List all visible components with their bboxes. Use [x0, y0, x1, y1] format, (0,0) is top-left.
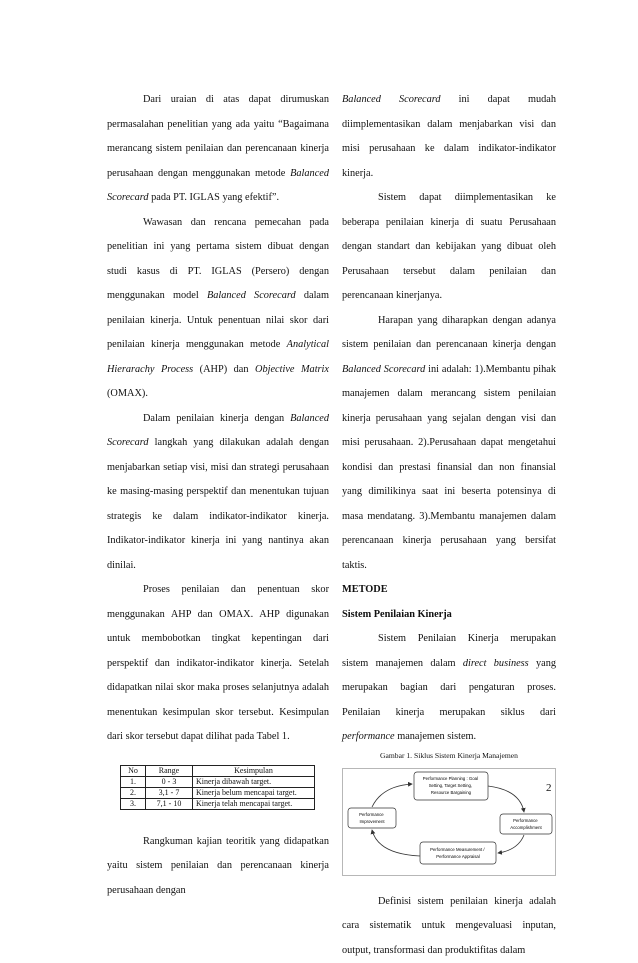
right-paragraph-1: Balanced Scorecard ini dapat mudah diimplementasikan dalam menjabarkan visi dan misi perusahaan ke dalam indikator-indikator kinerja. [342, 88, 556, 186]
table-row [121, 776, 315, 787]
arrow-to-measurement [498, 835, 524, 853]
table-cell: 0 - 3 [146, 776, 193, 787]
improvement-label: Performance Improvement [359, 812, 385, 824]
table-header-kesimpulan: Kesimpulan [193, 765, 315, 776]
table-cell: 1. [121, 776, 146, 787]
measurement-box [420, 842, 496, 864]
left-paragraph-1: Dari uraian di atas dapat dirumuskan permasalahan penelitian yang ada yaitu “Bagaimana merancang sistem penilaian dan perencanaan kinerja perusahaan dengan menggunakan metode Balanced Scorecard pada PT. IGLAS yang efektif”. [107, 88, 329, 211]
table-row [121, 798, 315, 809]
right-paragraph-5: Definisi sistem penilaian kinerja adalah cara sistematik untuk mengevaluasi inputan, output, transformasi dan produktifitas dalam [342, 890, 556, 963]
left-paragraph-3: Dalam penilaian kinerja dengan Balanced Scorecard langkah yang dilakukan adalah dengan menjabarkan setiap visi, misi dan strategi perusahaan ke masing-masing perspektif dan menentukan tujuan strategis ke dalam indikator-indikator kinerja. Indikator-indikator kinerja ini yang nantinya akan dinilai. [107, 407, 329, 579]
right-paragraph-2: Sistem dapat diimplementasikan ke beberapa penilaian kinerja di suatu Perusahaan dengan standart dan kebijakan yang dibuat oleh Perusahaan tersebut dalam penilaian dan perencanaan kinerjanya. [342, 186, 556, 309]
table-header-row [121, 765, 315, 776]
left-column [107, 88, 329, 903]
table-header-no: No [121, 765, 146, 776]
table-header-range: Range [146, 765, 193, 776]
right-paragraph-3: Harapan yang diharapkan dengan adanya sistem penilaian dan perencanaan kinerja dengan Balanced Scorecard ini adalah: 1).Membantu pihak manajemen dalam merancang sistem penilaian kinerja perusahaan yang sejalan dengan visi dan misi perusahaan. 2).Perusahaan dapat mengetahui kondisi dan prestasi finansial dan non finansial yang dimilikinya saat ini beserta potensinya di masa mendatang. 3).Membantu manajemen dalam perencanaan kinerja perusahaan yang bersifat taktis. [342, 309, 556, 579]
left-paragraph-5: Rangkuman kajian teoritik yang didapatkan yaitu sistem penilaian dan perencanaan kinerja perusahaan dengan [107, 830, 329, 904]
table-cell: Kinerja telah mencapai target. [193, 798, 315, 809]
performance-cycle-diagram [342, 768, 556, 876]
arrow-to-accomplishment [488, 786, 524, 812]
table-cell: Kinerja belum mencapai target. [193, 787, 315, 798]
measurement-label: Performance Measurement / Performance Appraisal [430, 847, 486, 859]
table-cell: 3,1 - 7 [146, 787, 193, 798]
accomplishment-label: Performance Accomplishment [510, 818, 542, 830]
arrow-to-improvement [372, 830, 420, 856]
table-cell: 7,1 - 10 [146, 798, 193, 809]
left-paragraph-2: Wawasan dan rencana pemecahan pada penelitian ini yang pertama sistem dibuat dengan studi kasus di PT. IGLAS (Persero) dengan menggunakan model Balanced Scorecard dalam penilaian kinerja. Untuk penentuan nilai skor dari penilaian kinerja menggunakan metode Analytical Hierarachy Process (AHP) dan Objective Matrix (OMAX). [107, 211, 329, 407]
table-cell: Kinerja dibawah target. [193, 776, 315, 787]
arrow-to-planning [372, 784, 412, 807]
figure-caption: Gambar 1. Siklus Sistem Kinerja Manajemen [342, 750, 556, 762]
table-cell: 2. [121, 787, 146, 798]
left-paragraph-4: Proses penilaian dan penentuan skor menggunakan AHP dan OMAX. AHP digunakan untuk membobotkan tingkat kepentingan dari perspektif dan indikator-indikator kinerja. Setelah didapatkan nilai skor maka proses selanjutnya adalah menentukan kesimpulan skor tersebut. Kesimpulan dari skor tersebut dapat dilihat pada Tabel 1. [107, 578, 329, 750]
planning-label: Performance Planning : Goal Setting, Target Setting, Resource Bargaining [423, 776, 479, 795]
table-cell: 3. [121, 798, 146, 809]
accomplishment-box [500, 814, 552, 834]
improvement-box [348, 808, 396, 828]
section-heading-metode: METODE [342, 578, 556, 603]
table-row [121, 787, 315, 798]
right-paragraph-4: Sistem Penilaian Kinerja merupakan sistem manajemen dalam direct business yang merupakan bagian dari pengaturan proses. Penilaian kinerja merupakan siklus dari performance manajemen sistem. [342, 627, 556, 750]
subsection-heading: Sistem Penilaian Kinerja [342, 603, 556, 628]
right-column [342, 88, 556, 963]
page-number: 2 [546, 782, 552, 794]
range-table [120, 765, 315, 810]
